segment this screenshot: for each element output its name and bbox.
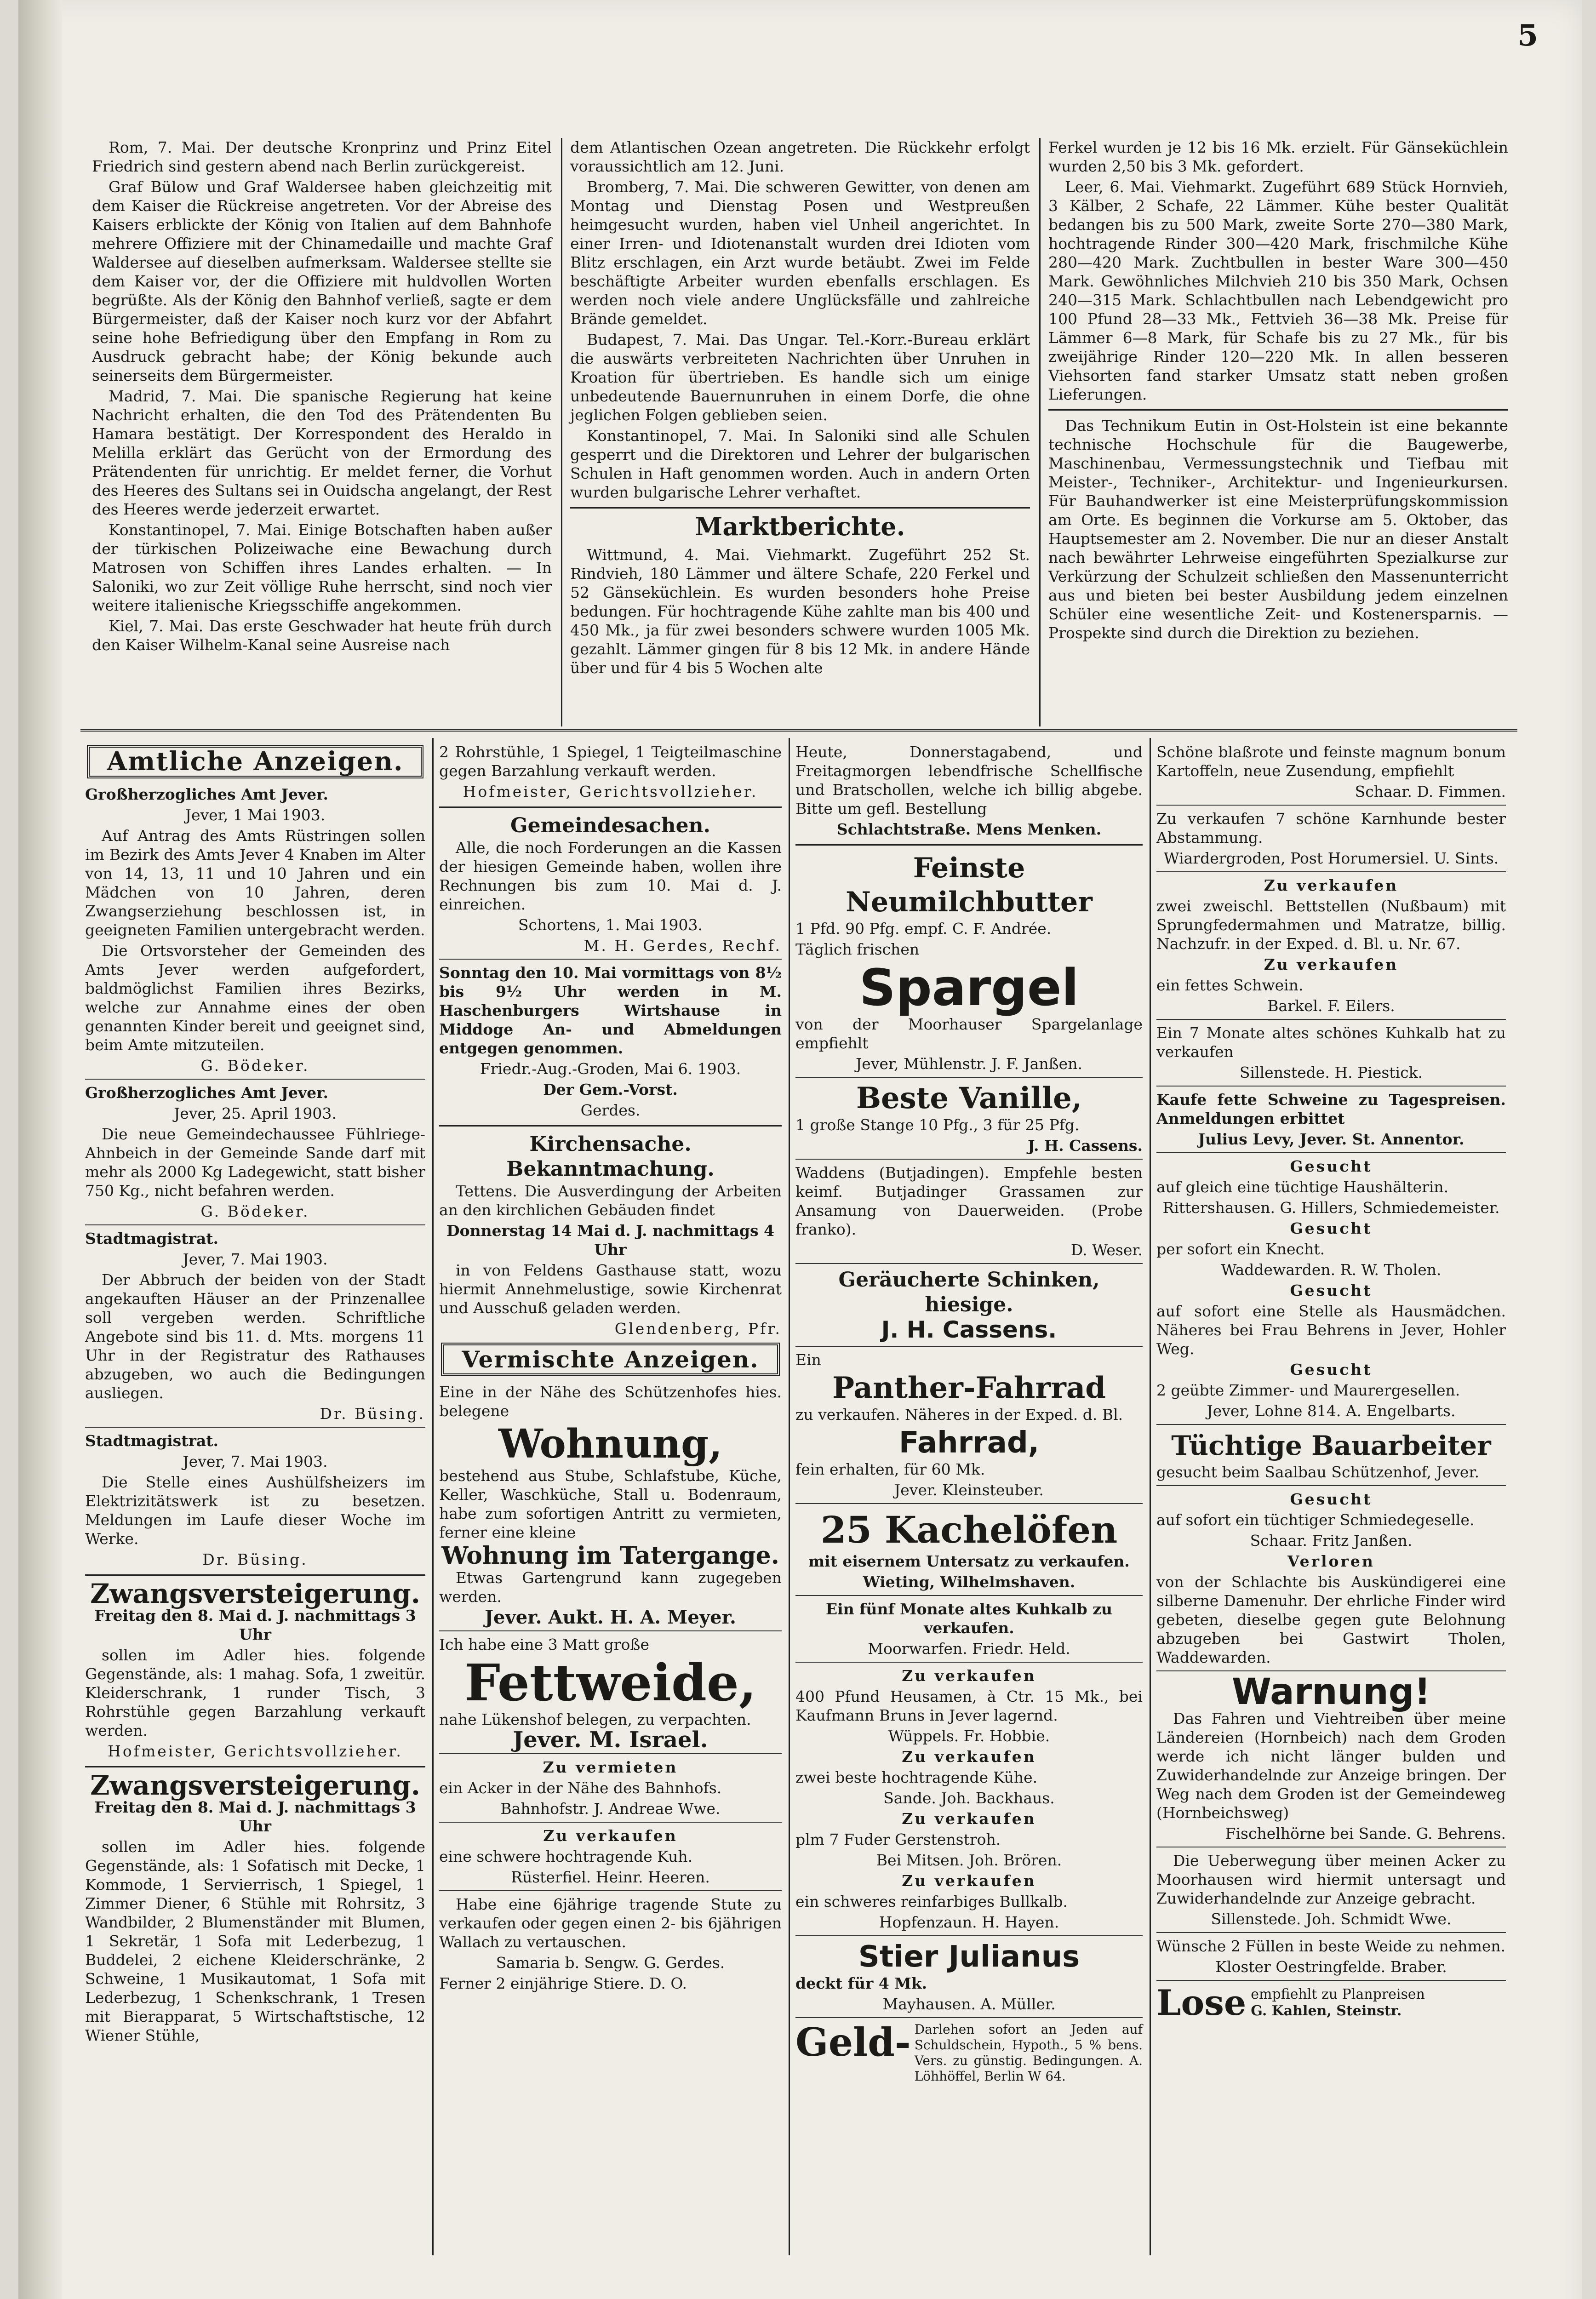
fettweide-text: nahe Lükenshof belegen, zu verpachten. <box>439 1710 751 1728</box>
notice-text: Auf Antrag des Amts Rüstringen sollen im Bezirk des Amts Jever 4 Knaben im Alter von 14, 13, 11 und 10 Jahren und ein Mädchen von 10 Jahren, deren Zwangserziehung beschlossen ist, in geeigneten Familien untergebracht werden. <box>85 827 425 939</box>
auction-text: sollen im Adler hies. folgende Gegenstände, als: 1 mahag. Sofa, 1 zweitür. Kleiderschrank, 1 runder Tisch, 3 Rohrstühle gegen Barzahlung verkauft werden. <box>85 1646 425 1739</box>
kachel-sign: Wieting, Wilhelmshaven. <box>863 1573 1075 1591</box>
geld-text: Darlehen sofort an Jeden auf Schuldschein, Hypoth., 5 % bens. Vers. zu günstig. Bedingungen. A. Löhhöffel, Berlin W 64. <box>914 2022 1143 2084</box>
rule <box>439 1125 782 1127</box>
wohnung-text: bestehend aus Stube, Schlafstube, Küche, Keller, Waschküche, Stall u. Bodenraum, habe zum sofortigen Antritt zu vermieten, ferner eine kleine <box>439 1467 782 1541</box>
rule <box>85 1574 425 1576</box>
notice-org: Großherzogliches Amt Jever. <box>85 1084 328 1102</box>
kachel-title: 25 Kachelöfen <box>820 1508 1118 1551</box>
stute-text-2: Ferner 2 einjährige Stiere. D. O. <box>439 1974 687 1992</box>
heu-text: 400 Pfund Heusamen, à Ctr. 15 Mk., bei Kaufmann Bruns in Jever lagernd. <box>795 1687 1143 1724</box>
bull-text: ein schweres reinfarbiges Bullkalb. <box>795 1893 1068 1910</box>
gesucht-text: auf sofort ein tüchtiger Schmiedegeselle. <box>1156 1511 1475 1529</box>
column-rule <box>789 738 790 2255</box>
rule <box>795 844 1143 846</box>
notice-signature: G. Bödeker. <box>200 1057 310 1075</box>
news-rom-2: Graf Bülow und Graf Waldersee haben gleichzeitig mit dem Kaiser die Rückreise angetreten. Vor der Abreise des Kaisers erblickte der König von Italien auf dem Bahnhofe mehrere Offiziere mit der Chinamedaille und machte Graf Waldersee auf dieselben aufmerksam. Waldersee stellte sie dem Kaiser vor, der die Offiziere mit huldvollen Worten begrüßte. Als der König den Bahnhof verließ, sagte er dem Bürgermeister, daß der Kaiser noch kurz vor der Abfahrt seine hohe Befriedigung über den Empfang in Rom zu Ausdruck gebracht habe; der König bekunde auch seinerseits dem Bürgermeister. <box>92 178 552 384</box>
vermieten-text: ein Acker in der Nähe des Bahnhofs. <box>439 1779 722 1797</box>
bull-head: Zu verkaufen <box>902 1872 1036 1890</box>
auction-text: sollen im Adler hies. folgende Gegenstände, als: 1 Sofatisch mit Decke, 1 Kommode, 1 Servierrisch, 1 Spiegel, 1 Zimmer Diener, 6 Stühle mit Rohrsitz, 3 Wandbilder, 2 Blumenständer mit Blumen, 1 Sekretär, 1 Sofa mit Lederbezug, 1 Buddelei, 2 eichene Kleiderschränke, 2 Schweine, 1 Musikautomat, 1 Sofa mit Lederbezug, 1 Schenkschrank, 1 Tresen mit Bierapparat, 5 Wirtschaftstische, 12 Wiener Stühle, <box>85 1838 425 2044</box>
fettweide-sign: Jever. M. Israel. <box>513 1727 708 1753</box>
rule <box>795 1662 1143 1663</box>
auction-when: Freitag den 8. Mai d. J. nachmittags 3 Uhr <box>94 1607 416 1643</box>
rule <box>1156 1152 1506 1153</box>
market-heading: Marktberichte. <box>695 512 905 541</box>
gras-ad: Waddens (Butjadingen). Empfehle besten keimf. Butjadinger Grassamen zur Ansamung von Dauerweiden. (Probe franko). <box>795 1164 1143 1238</box>
news-bromberg: Bromberg, 7. Mai. Die schweren Gewitter, von denen am Montag und Dienstag Posen und Westpreußen heimgesucht wurden, haben viel Unheil angerichtet. In einer Irren- und Idiotenanstalt wurden drei Idioten vom Blitz erschlagen, ein Arzt wurde betäubt. Zwei im Felde beschäftigte Arbeiter wurden ebenfalls erschlagen. Es werden noch viele andere Unglücksfälle und zahlreiche Brände gemeldet. <box>570 178 1030 328</box>
gesucht-sign: Rittershausen. G. Hillers, Schmiedemeister. <box>1162 1199 1500 1217</box>
column-rule <box>432 738 434 2255</box>
heu-head: Zu verkaufen <box>902 1667 1036 1685</box>
section-rule <box>570 507 1030 509</box>
amtliche-anzeigen-heading: Amtliche Anzeigen. <box>87 745 423 778</box>
geld-ad <box>795 2019 1143 2084</box>
karnhunde-sign: Wiardergroden, Post Horumersiel. U. Sints. <box>1163 849 1499 867</box>
kartoffel-ad: Schöne blaßrote und feinste magnum bonum Kartoffeln, neue Zusendung, empfiehlt <box>1156 743 1506 780</box>
rule <box>795 1077 1143 1078</box>
rule <box>1156 805 1506 806</box>
heu-sign: Wüppels. Fr. Hobbie. <box>888 1727 1050 1745</box>
kuhkalb-sign: Sillenstede. H. Piestick. <box>1239 1064 1423 1081</box>
vermieten-head: Zu vermieten <box>543 1758 678 1776</box>
gesucht-head: Gesucht <box>1290 1281 1373 1299</box>
rule <box>439 806 782 808</box>
auction-when: Freitag den 8. Mai d. J. nachmittags 3 Uhr <box>94 1798 416 1835</box>
gesucht-sign: Waddewarden. R. W. Tholen. <box>1221 1261 1442 1279</box>
stroh-head: Zu verkaufen <box>902 1810 1036 1828</box>
bett-head: Zu verkaufen <box>1264 876 1399 894</box>
verloren-text: von der Schlachte bis Auskündigerei eine silberne Damenuhr. Der ehrliche Finder wird gebeten, dieselbe gegen gute Belohnung abzugeben bei Gastwirt Tholen, Waddewarden. <box>1156 1573 1506 1666</box>
notice-date: Jever, 7. Mai 1903. <box>183 1453 328 1470</box>
gesucht-head: Gesucht <box>1290 1157 1373 1175</box>
fisch-ad: Heute, Donnerstagabend, und Freitagmorgen lebendfrische Schellfische und Bratschollen, welche ich billig abgebe. Bitte um gefl. Bestellung <box>795 743 1143 818</box>
kuh-sign: Sande. Joh. Backhaus. <box>883 1789 1055 1807</box>
fettweide-pre: Ich habe eine 3 Matt große <box>439 1636 649 1653</box>
gesucht-head: Gesucht <box>1290 1490 1373 1508</box>
rule <box>795 1935 1143 1936</box>
lose-ad <box>1156 1984 1506 2021</box>
page-number: 5 <box>1517 18 1538 53</box>
official-notice <box>85 1431 425 1569</box>
kirchensache-heading: Kirchensache. <box>529 1132 692 1156</box>
wohnung-pre: Eine in der Nähe des Schützenhofes hies. belegene <box>439 1383 782 1420</box>
spargel-text: von der Moorhauser Spargelanlage empfiehlt <box>795 1015 1143 1052</box>
bekannt-sign: Glendenberg, Pfr. <box>614 1320 782 1338</box>
fahrrad-text: fein erhalten, für 60 Mk. <box>795 1460 985 1478</box>
lose-details <box>1251 1986 1425 2019</box>
ads-column-a <box>85 740 425 2047</box>
rule <box>1156 1086 1506 1087</box>
kuh-text: zwei beste hochtragende Kühe. <box>795 1768 1038 1786</box>
news-madrid: Madrid, 7. Mai. Die spanische Regierung hat keine Nachricht erhalten, die den Tod des Prätendenten Bu Hamara bestätigt. Der Korrespondent des Heraldo in Melilla erklärt das Gerücht von der Ermordung des Prätendenten für unrichtig. Er meldet ferner, die Vorhut des Heeres des Sultans sei in Ouidscha angelangt, der Rest des Heeres werde jederzeit erwartet. <box>92 387 552 518</box>
fettschweine-ad: Kaufe fette Schweine zu Tagespreisen. Anmeldungen erbittet <box>1156 1091 1506 1127</box>
rule <box>1156 1019 1506 1020</box>
stute-text: Habe eine 6jährige tragende Stute zu verkaufen oder gegen einen 2- bis 6jährigen Wallach zu vertauschen. <box>439 1895 782 1951</box>
gesucht-text: per sofort ein Knecht. <box>1156 1240 1325 1258</box>
panther-text: zu verkaufen. Näheres in der Exped. d. Bl. <box>795 1406 1123 1424</box>
stier-sign: Mayhausen. A. Müller. <box>882 1995 1056 2013</box>
newspaper-page <box>18 0 1582 2299</box>
auction-continued: 2 Rohrstühle, 1 Spiegel, 1 Teigteilmaschine gegen Barzahlung verkauft werden. <box>439 743 782 780</box>
gesucht-head: Gesucht <box>1290 1361 1373 1378</box>
news-konstantinopel: Konstantinopel, 7. Mai. Einige Botschaften haben außer der türkischen Polizeiwache eine Bewachung durch Matrosen von Schiffen ihres Landes erhalten. — In Saloniki, wo zur Zeit völlige Ruhe herrscht, sind noch vier weitere italienische Kriegsschiffe angekommen. <box>92 521 552 614</box>
auction-signature: Hofmeister, Gerichtsvollzieher. <box>463 783 758 801</box>
rule <box>439 959 782 960</box>
notice-text-2: Die Ortsvorsteher der Gemeinden des Amts Jever werden aufgefordert, baldmöglichst Familien ihres Bezirks, welche zur Annahme eines der oben genannten Kinder bereit und geeignet sind, beim Amte mitzuteilen. <box>85 942 425 1054</box>
bekannt-text: Tettens. Die Ausverdingung der Arbeiten an den kirchlichen Gebäuden findet <box>439 1182 782 1219</box>
column-rule <box>1039 138 1041 726</box>
panther-pre: Ein <box>795 1351 821 1369</box>
notice-text: Die Stelle eines Aushülfsheizers im Elektrizitätswerk ist zu besetzen. Meldungen im Laufe dieser Woche im Werke. <box>85 1473 425 1548</box>
rule <box>439 1890 782 1891</box>
news-ferkel: Ferkel wurden je 12 bis 16 Mk. erzielt. Für Gänseküchlein wurden 2,50 bis 3 Mk. gefordert. <box>1048 138 1508 175</box>
notice-signature: G. Bödeker. <box>200 1202 310 1220</box>
ads-column-c <box>795 743 1143 2084</box>
lose-sign: G. Kahlen, Steinstr. <box>1251 2003 1402 2019</box>
rule <box>85 1427 425 1428</box>
sonntag-sign: Der Gem.-Vorst. <box>543 1081 678 1098</box>
rule <box>795 1346 1143 1347</box>
gesucht-head: Gesucht <box>1290 1219 1373 1237</box>
stute-sign: Samaria b. Sengw. G. Gerdes. <box>496 1954 725 1972</box>
vanille-sign: J. H. Cassens. <box>1027 1137 1143 1155</box>
rule <box>439 1822 782 1823</box>
rule <box>795 1263 1143 1264</box>
schwein-head: Zu verkaufen <box>1264 955 1399 973</box>
warnung-sign: Fischelhörne bei Sande. G. Behrens. <box>1225 1824 1506 1842</box>
news-kiel: Kiel, 7. Mai. Das erste Geschwader hat heute früh durch den Kaiser Wilhelm-Kanal seine Ausreise nach <box>92 617 552 654</box>
gesucht-text: auf sofort eine Stelle als Hausmädchen. Näheres bei Frau Behrens in Jever, Hohler Weg. <box>1156 1302 1506 1358</box>
kalb-ad: Ein fünf Monate altes Kuhkalb zu verkaufen. <box>826 1600 1112 1637</box>
vanille-title: Beste Vanille, <box>856 1081 1082 1115</box>
gras-sign: D. Weser. <box>1070 1241 1143 1259</box>
top-column-1 <box>92 138 552 656</box>
vermischte-anzeigen-heading: Vermischte Anzeigen. <box>441 1343 780 1376</box>
rule <box>439 1630 782 1631</box>
notice-signature: Dr. Büsing. <box>202 1550 308 1568</box>
bekanntmachung-heading: Bekanntmachung. <box>506 1157 715 1181</box>
gemeindesachen-heading: Gemeindesachen. <box>510 814 710 837</box>
vermieten-sign: Bahnhofstr. J. Andreae Wwe. <box>500 1800 721 1818</box>
gemeinde-signature: M. H. Gerdes, Rechf. <box>583 937 782 955</box>
gemeinde-text: Alle, die noch Forderungen an die Kassen der hiesigen Gemeinde haben, wollen ihre Rechnungen bis zum 10. Mai d. J. einreichen. <box>439 839 782 913</box>
bekannt-when: Donnerstag 14 Mai d. J. nachmittags 4 Uhr <box>446 1222 775 1258</box>
karnhunde-ad: Zu verkaufen 7 schöne Karnhunde bester Abstammung. <box>1156 810 1506 846</box>
column-rule <box>561 138 562 726</box>
fuellen-text: Wünsche 2 Füllen in beste Weide zu nehmen. <box>1156 1937 1506 1955</box>
lose-title: Lose <box>1156 1982 1247 2023</box>
panther-title: Panther-Fahrrad <box>832 1371 1106 1405</box>
ads-column-b <box>439 743 782 1995</box>
gesucht-text: 2 geübte Zimmer- und Maurergesellen. <box>1156 1381 1460 1399</box>
fahrrad-title: Fahrrad, <box>898 1426 1040 1460</box>
auction-title: Zwangsversteigerung. <box>90 1578 420 1609</box>
rule <box>795 2017 1143 2018</box>
schwein-sign: Barkel. F. Eilers. <box>1267 997 1395 1015</box>
wohnung-title: Wohnung, <box>498 1421 723 1467</box>
rule <box>85 1224 425 1225</box>
verkaufen-sign: Rüsterfiel. Heinr. Heeren. <box>511 1868 710 1886</box>
warnung-text: Das Fahren und Viehtreiben über meine Ländereien (Hornbeich) nach dem Groden werde ich nicht länger bulden und Zuwiderhandelnde zur Anzeige bringen. Der Weg nach dem Groden ist der Gemeindeweg (Hornbeichsweg) <box>1156 1710 1506 1822</box>
auction-title: Zwangsversteigerung. <box>90 1770 420 1801</box>
notice-date: Jever, 25. April 1903. <box>174 1104 337 1122</box>
news-budapest: Budapest, 7. Mai. Das Ungar. Tel.-Korr.-Bureau erklärt die auswärts verbreiteten Nachrichten über Unruhen in Kroation für übertrieben. Es handle sich um einige unbedeutende Bauernunruhen in einem Dorfe, die ohne jeglichen Folgen geblieben seien. <box>570 331 1030 424</box>
bett-text: zwei zweischl. Bettstellen (Nußbaum) mit Sprungfedermahmen und Matratze, billig. Nachzufr. in der Exped. d. Bl. u. Nr. 67. <box>1156 897 1506 953</box>
stroh-text: plm 7 Fuder Gerstenstroh. <box>795 1830 1001 1848</box>
notice-text: Die neue Gemeindechaussee Fühlriege-Ahnbeich in der Gemeinde Sande darf mit mehr als 2000 Kg Ladegewicht, statt bisher 750 Kg., nicht befahren werden. <box>85 1125 425 1200</box>
fisch-sign: Schlachtstraße. Mens Menken. <box>836 820 1102 838</box>
bauarbeiter-title: Tüchtige Bauarbeiter <box>1171 1430 1491 1461</box>
page-binding <box>18 0 62 2299</box>
rule <box>795 1159 1143 1160</box>
acker-text: Die Ueberwegung über meinen Acker zu Moorhausen wird hiermit untersagt und Zuwiderhandelnde zur Anzeige gebracht. <box>1156 1852 1506 1907</box>
tatergang-title: Wohnung im Tatergange. <box>441 1542 779 1570</box>
verkaufen-head: Zu verkaufen <box>543 1827 678 1845</box>
fettschweine-sign: Julius Levy, Jever. St. Annentor. <box>1198 1130 1464 1148</box>
rule <box>795 1503 1143 1504</box>
news-leer: Leer, 6. Mai. Viehmarkt. Zugeführt 689 Stück Hornvieh, 3 Kälber, 2 Schafe, 22 Lämmer. Kühe bester Qualität bedangen bis zu 500 Mark, zweite Sorte 270—380 Mark, hochtragende Rinder 300—420 Mark, frischmilche Kühe 280—420 Mark. Zuchtbullen in bester Ware 300—450 Mark. Gewöhnliches Milchvieh 210 bis 350 Mark, Ochsen 240—315 Mark. Schlachtbullen nach Lebendgewicht pro 100 Pfund 28—33 Mk., Fettvieh 36—38 Mk. Preise für Lämmer 6—8 Mark, für Schafe bis zu 27 Mk., für bis zweijährige Rinder 120—220 Mk. In allen besseren Viehsorten fand starker Umsatz statt neben großen Lieferungen. <box>1048 178 1508 403</box>
rule <box>1156 1980 1506 1981</box>
geld-title: Geld- <box>795 2019 911 2065</box>
stroh-sign: Bei Mitsen. Joh. Brören. <box>876 1851 1062 1869</box>
tatergang-sign: Jever. Aukt. H. A. Meyer. <box>485 1607 736 1628</box>
spargel-sign: Jever, Mühlenstr. J. F. Janßen. <box>856 1055 1082 1073</box>
section-divider <box>80 729 1517 732</box>
kuh-head: Zu verkaufen <box>902 1748 1036 1766</box>
fettweide-title: Fettweide, <box>464 1653 757 1712</box>
spargel-pre: Täglich frischen <box>795 940 920 958</box>
rule <box>439 1753 782 1754</box>
news-saloniki: Konstantinopel, 7. Mai. In Saloniki sind alle Schulen gesperrt und die Direktoren und Lehrer der bulgarischen Schulen in Haft genommen worden. Auch in andern Orten wurden bulgarische Lehrer verhaftet. <box>570 427 1030 501</box>
notice-text: Der Abbruch der beiden von der Stadt angekauften Häuser an der Prinzenallee soll vergeben werden. Schriftliche Angebote sind bis 11. d. Mts. morgens 11 Uhr in der Registratur des Rathauses abzugeben, wo auch die Bedingungen ausliegen. <box>85 1271 425 1402</box>
official-notice <box>85 1229 425 1423</box>
verloren-head: Verloren <box>1287 1552 1375 1570</box>
butter-text: 1 Pfd. 90 Pfg. empf. C. F. Andrée. <box>795 920 1052 938</box>
gesucht-sign: Jever, Lohne 814. A. Engelbarts. <box>1207 1402 1456 1420</box>
top-column-2 <box>570 138 1030 679</box>
notice-signature: Dr. Büsing. <box>320 1405 425 1423</box>
sonntag-sign-2: Gerdes. <box>580 1101 641 1119</box>
butter-title: Feinste Neumilchbutter <box>846 852 1093 918</box>
rule <box>85 1766 425 1767</box>
sonntag-date: Friedr.-Aug.-Groden, Mai 6. 1903. <box>480 1060 741 1078</box>
official-notice <box>85 785 425 1075</box>
news-technikum: Das Technikum Eutin in Ost-Holstein ist eine bekannte technische Hochschule für die Baugewerbe, Maschinenbau, Vermessungstechnik und Tiefbau mit Meister-, Techniker-, Architektur- und Ingenieurkursen. Für Bauhandwerker ist eine Meisterprüfungskommission am Orte. Es beginnen die Vorkurse am 5. Oktober, das Hauptsemester am 2. November. Die nur an dieser Anstalt nach bewährter Lehrweise eingeführten Spezialkurse zur Verkürzung der Schulzeit schließen den Massenunterricht aus und bieten bei bester Ausbildung jedem einzelnen Schüler eine wesentliche Zeit- und Kostenersparnis. — Prospekte sind durch die Direktion zu beziehen. <box>1048 417 1508 642</box>
news-rom: Rom, 7. Mai. Der deutsche Kronprinz und Prinz Eitel Friedrich sind gestern abend nach Berlin zurückgereist. <box>92 138 552 175</box>
kalb-sign: Moorwarfen. Friedr. Held. <box>868 1640 1070 1658</box>
notice-date: Jever, 1 Mai 1903. <box>185 806 326 824</box>
schwein-text: ein fettes Schwein. <box>1156 976 1304 994</box>
notice-org: Stadtmagistrat. <box>85 1230 219 1247</box>
kuhkalb-ad: Ein 7 Monate altes schönes Kuhkalb hat zu verkaufen <box>1156 1024 1506 1061</box>
fahrrad-sign: Jever. Kleinsteuber. <box>894 1481 1044 1499</box>
vanille-text: 1 große Stange 10 Pfg., 3 für 25 Pfg. <box>795 1116 1080 1134</box>
fuellen-sign: Kloster Oestringfelde. Braber. <box>1215 1958 1447 1976</box>
rule <box>1156 1485 1506 1486</box>
news-wittmund: Wittmund, 4. Mai. Viehmarkt. Zugeführt 252 St. Rindvieh, 180 Lämmer und ältere Schafe, 220 Ferkel und 52 Gänseküchlein. Es wurden besonders hohe Preise bedungen. Für hochtragende Kühe zahlte man bis 400 und 450 Mk., ja für zwei besonders schwere wurden 1005 Mk. gezahlt. Lämmer gingen für 8 bis 12 Mk. in andere Hände über und für 4 bis 5 Wochen alte <box>570 546 1030 677</box>
news-ozean: dem Atlantischen Ozean angetreten. Die Rückkehr erfolgt voraussichtlich am 12. Juni. <box>570 138 1030 175</box>
stier-text: deckt für 4 Mk. <box>795 1974 927 1992</box>
rule <box>1156 1932 1506 1933</box>
sonntag-notice: Sonntag den 10. Mai vormittags von 8½ bis 9½ Uhr werden in M. Haschenburgers Wirtshause in Middoge An- und Abmeldungen entgegen genommen. <box>439 964 782 1057</box>
gemeinde-date: Schortens, 1. Mai 1903. <box>518 916 703 934</box>
gesucht-text: auf gleich eine tüchtige Haushälterin. <box>1156 1178 1449 1196</box>
rule <box>1156 1424 1506 1425</box>
rule <box>1156 871 1506 872</box>
top-column-3 <box>1048 138 1508 644</box>
official-notice <box>85 1083 425 1221</box>
stier-title: Stier Julianus <box>858 1940 1080 1974</box>
ads-column-d <box>1156 743 1506 2021</box>
schinken-title: Geräucherte Schinken, hiesige. <box>838 1268 1100 1316</box>
schinken-sign: J. H. Cassens. <box>881 1316 1057 1343</box>
gesucht-sign: Schaar. Fritz Janßen. <box>1250 1532 1413 1550</box>
notice-date: Jever, 7. Mai 1903. <box>183 1250 328 1268</box>
notice-org: Großherzogliches Amt Jever. <box>85 785 328 803</box>
section-rule <box>1048 409 1508 411</box>
kachel-text: mit eisernem Untersatz zu verkaufen. <box>808 1552 1130 1570</box>
warnung-title: Warnung! <box>1231 1671 1431 1713</box>
column-rule <box>1150 738 1151 2255</box>
bauarbeiter-text: gesucht beim Saalbau Schützenhof, Jever. <box>1156 1463 1480 1481</box>
rule <box>85 1079 425 1080</box>
notice-org: Stadtmagistrat. <box>85 1432 219 1450</box>
verkaufen-text: eine schwere hochtragende Kuh. <box>439 1847 693 1865</box>
tatergang-text: Etwas Gartengrund kann zugegeben werden. <box>439 1569 782 1606</box>
bekannt-text-2: in von Feldens Gasthause statt, wozu hiermit Annehmelustige, sowie Kirchenrat und Ausschuß geladen werden. <box>439 1261 782 1317</box>
bull-sign: Hopfenzaun. H. Hayen. <box>879 1913 1059 1931</box>
rule <box>795 1595 1143 1596</box>
acker-sign: Sillenstede. Joh. Schmidt Wwe. <box>1211 1910 1452 1928</box>
kartoffel-sign: Schaar. D. Fimmen. <box>1355 783 1506 801</box>
spargel-title: Spargel <box>859 958 1079 1017</box>
auction-signature: Hofmeister, Gerichtsvollzieher. <box>108 1742 403 1760</box>
lose-text: empfiehlt zu Planpreisen <box>1251 1986 1425 2002</box>
